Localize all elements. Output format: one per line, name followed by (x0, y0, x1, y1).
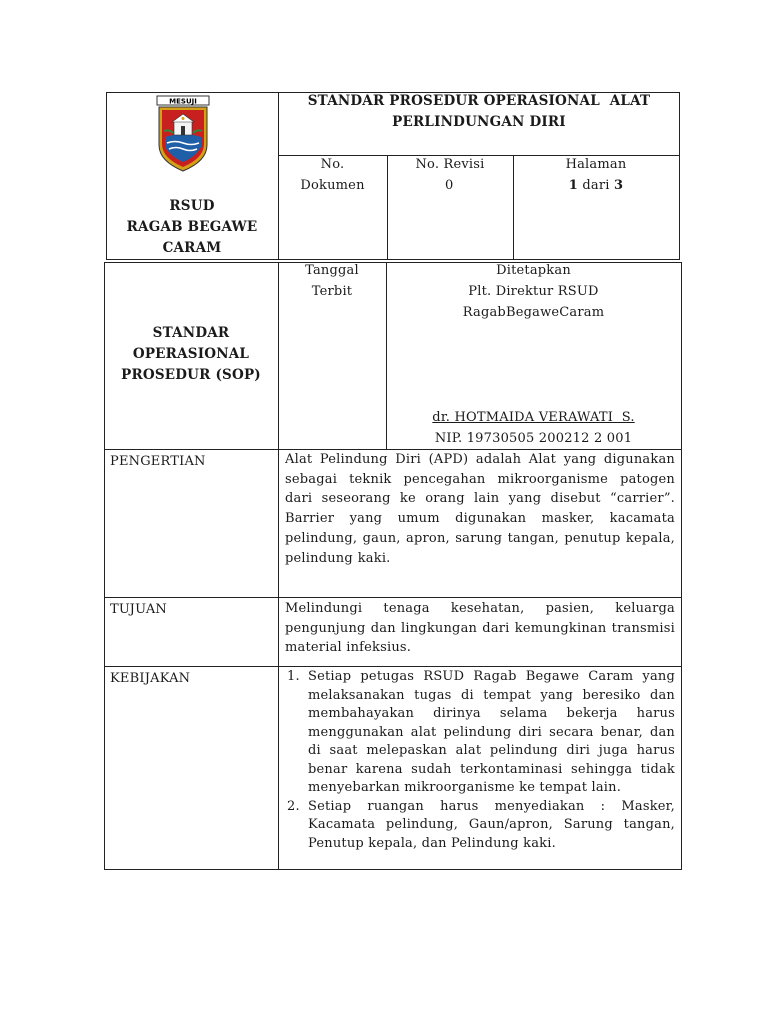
table-border (681, 262, 682, 870)
document-title-line1: STANDAR PROSEDUR OPERASIONAL ALAT (307, 93, 651, 109)
page-total: 3 (613, 178, 624, 193)
set-by-label: Ditetapkan (496, 263, 571, 278)
revision-value: 0 (445, 178, 454, 193)
tujuan-text: Melindungi tenaga kesehatan, pasien, keluarga pengunjung dan lingkungan dari kemungkinan transmisi material infeksius. (285, 601, 675, 655)
table-border (278, 262, 279, 870)
hospital-name-line1: RSUD (169, 198, 215, 214)
sop-label-line1: STANDAR (152, 325, 230, 341)
table-border (104, 666, 682, 667)
doc-number-label-2: Dokumen (300, 178, 365, 193)
list-item (285, 668, 675, 798)
page-current: 1 (568, 178, 579, 193)
revision-label: No. Revisi (415, 157, 485, 172)
kebijakan-label: KEBIJAKAN (110, 671, 191, 686)
director-position: Plt. Direktur RSUD (468, 284, 599, 299)
page-count (513, 175, 679, 196)
tujuan-label: TUJUAN (110, 602, 168, 617)
list-item-number: 1. (287, 669, 300, 684)
kebijakan-list (285, 668, 675, 853)
list-item-text: Setiap petugas RSUD Ragab Begawe Caram yang melaksanakan tugas di tempat yang beresiko dan membahayakan dirinya selama bekerja harus menggunakan alat pelindung diri secara benar, dan di saat melepaskan alat pelindung diri juga harus benar karena sudah terkontaminasi sehingga tidak menyebarkan mikroorganisme ke tempat lain. (308, 669, 675, 795)
institution-name: RagabBegaweCaram (462, 305, 605, 320)
table-border (104, 597, 682, 598)
pengertian-text: Alat Pelindung Diri (APD) adalah Alat yang digunakan sebagai teknik pencegahan mikroorganisme patogen dari seseorang ke orang lain yang disebut “carrier”. Barrier yang umum digunakan masker, kacamata pelindung, gaun, apron, sarung tangan, penutup kepala, pelindung kaki. (285, 452, 675, 566)
list-item-number: 2. (287, 798, 300, 814)
signatory-nip: NIP. 19730505 200212 2 001 (434, 431, 633, 446)
hospital-name-line2: RAGAB BEGAWE (126, 219, 258, 235)
table-border (104, 869, 682, 870)
hospital-name-line3: CARAM (162, 240, 222, 256)
page-label: Halaman (565, 157, 627, 172)
logo-label: MESUJI (169, 97, 197, 106)
pengertian-label: PENGERTIAN (110, 454, 206, 469)
list-item-text: Setiap ruangan harus menyediakan : Masker, Kacamata pelindung, Gaun/apron, Sarung tangan, Penutup kepala, dan Pelindung kaki. (308, 798, 675, 851)
issue-date-label-1: Tanggal (305, 263, 359, 278)
page-of: dari (582, 178, 610, 193)
signatory-name: dr. HOTMAIDA VERAWATI S. (432, 410, 635, 425)
doc-number-label-1: No. (320, 157, 345, 172)
list-item (285, 798, 675, 854)
issue-date-label-2: Terbit (311, 284, 353, 299)
sop-label-line2: OPERASIONAL (132, 346, 250, 362)
sop-label-line3: PROSEDUR (SOP) (121, 367, 261, 383)
document-title-line2: PERLINDUNGAN DIRI (392, 114, 566, 130)
hospital-logo (155, 95, 211, 175)
